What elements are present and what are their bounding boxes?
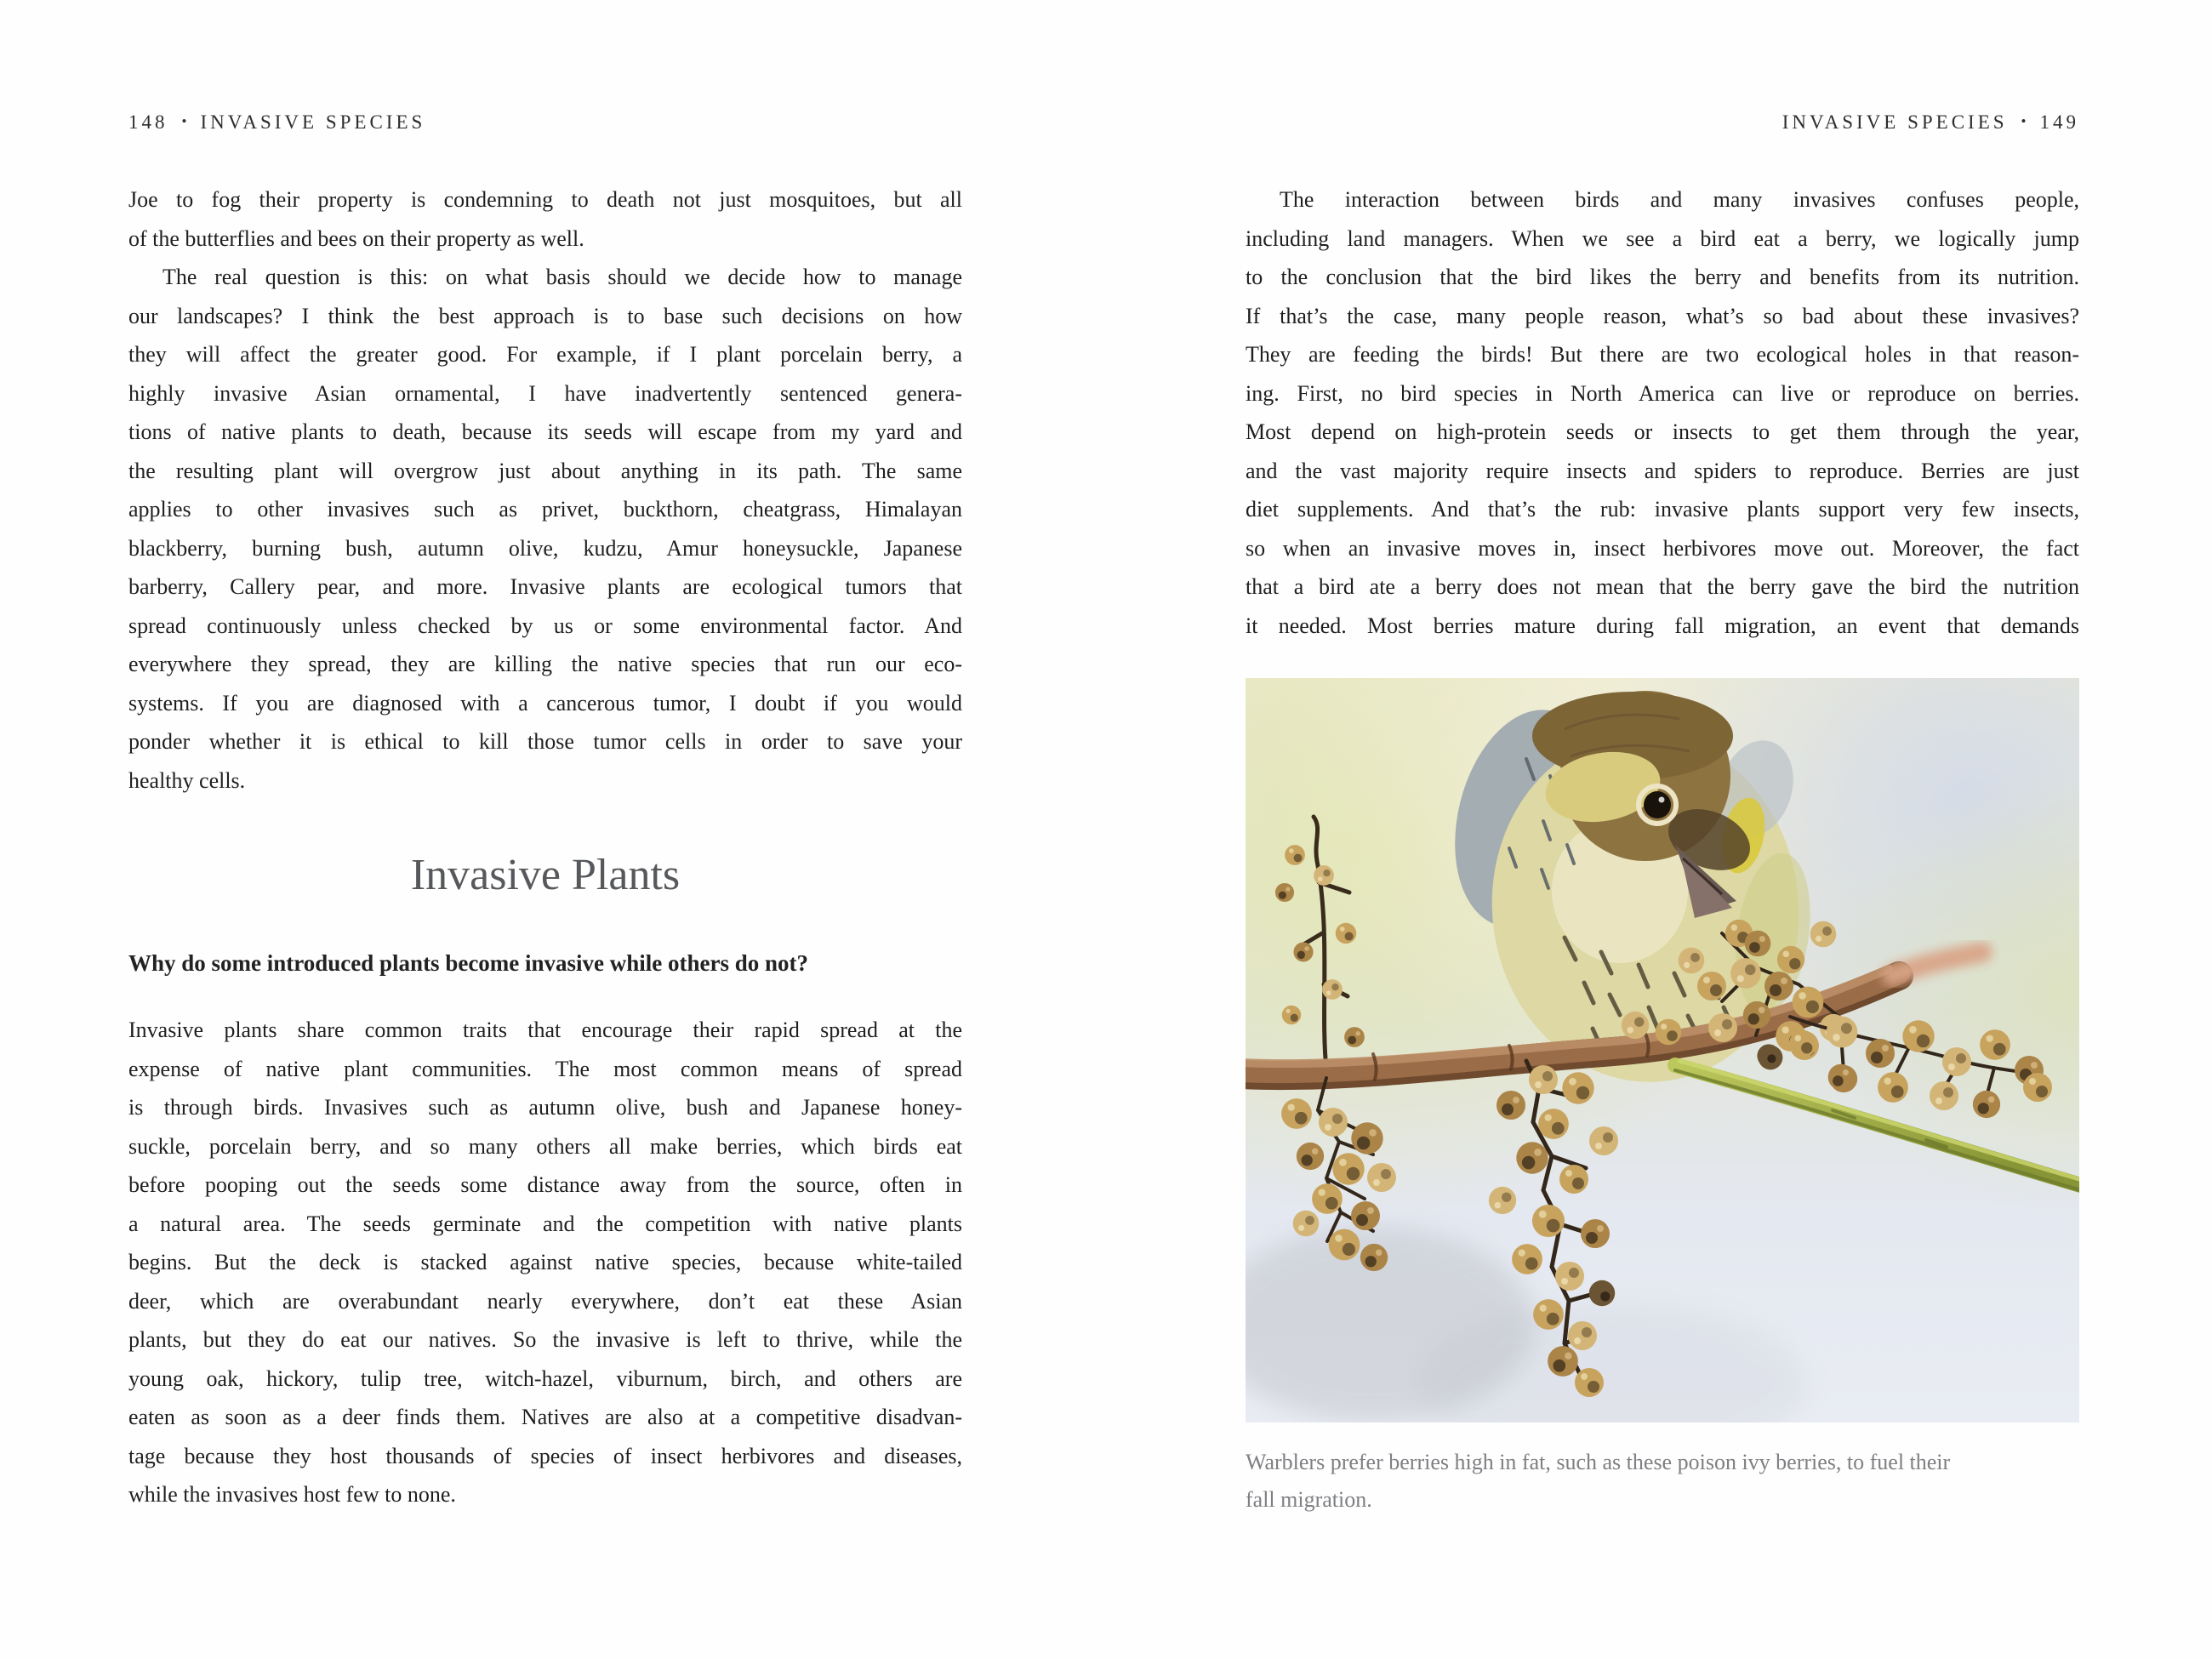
body-paragraphs — [128, 1011, 962, 1514]
text-line: of the butterflies and bees on their property as well. — [128, 225, 584, 251]
text-line: The interaction between birds and many invasives confuses people, — [1280, 187, 2079, 212]
text-line: tage because they host thousands of species of insect herbivores and diseases, — [128, 1443, 962, 1468]
text-line: including land managers. When we see a bird eat a berry, we logically jump — [1246, 225, 2079, 251]
page-number-right: 149 — [2039, 111, 2079, 133]
section-heading: Invasive Plants — [410, 851, 681, 899]
text-line: Most depend on high-protein seeds or insects to get them through the year, — [1246, 419, 2079, 444]
text-line: and the vast majority require insects and spiders to reproduce. Berries are just — [1246, 458, 2079, 483]
text-line: suckle, porcelain berry, and so many others all make berries, which birds eat — [128, 1133, 962, 1159]
paragraph — [128, 180, 962, 258]
text-line: healthy cells. — [128, 767, 246, 793]
text-line: the resulting plant will overgrow just about anything in its path. The same — [128, 458, 962, 483]
body-paragraphs — [1246, 180, 2079, 645]
text-line: a natural area. The seeds germinate and the competition with native plants — [128, 1211, 962, 1236]
body-paragraphs — [128, 180, 962, 800]
left-text-column — [128, 180, 962, 1514]
text-line: ing. First, no bird species in North America can live or reproduce on berries. — [1246, 380, 2079, 406]
running-title-right: INVASIVE SPECIES — [1782, 111, 2008, 133]
text-line: systems. If you are diagnosed with a cancerous tumor, I doubt if you would — [128, 690, 962, 715]
text-line: begins. But the deck is stacked against native species, because white-tailed — [128, 1250, 962, 1274]
text-line: they will affect the greater good. For example, if I plant porcelain berry, a — [128, 342, 962, 367]
separator-bullet: • — [181, 113, 187, 129]
text-line: diet supplements. And that’s the rub: invasive plants support very few insects, — [1246, 497, 2079, 522]
text-line: everywhere they spread, they are killing the native species that run our eco- — [128, 652, 962, 676]
text-line: If that’s the case, many people reason, what’s so bad about these invasives? — [1246, 303, 2079, 328]
text-line: young oak, hickory, tulip tree, witch-hazel, viburnum, birch, and others are — [128, 1365, 962, 1391]
text-line: deer, which are overabundant nearly everywhere, don’t eat these Asian — [128, 1288, 962, 1314]
text-line: barberry, Callery pear, and more. Invasive plants are ecological tumors that — [128, 574, 962, 599]
text-line: eaten as soon as a deer finds them. Natives are also at a competitive disadvan- — [128, 1405, 962, 1429]
caption-line: fall migration. — [1246, 1487, 1372, 1512]
text-line: blackberry, burning bush, autumn olive, kudzu, Amur honeysuckle, Japanese — [128, 535, 962, 561]
right-text-column — [1246, 180, 2079, 645]
chapter-question: Why do some introduced plants become invasive while others do not? — [128, 950, 809, 976]
caption-line: Warblers prefer berries high in fat, such as these poison ivy berries, to fuel their — [1246, 1450, 1951, 1474]
running-head-left — [128, 111, 425, 134]
photo-caption — [1246, 1444, 2079, 1519]
text-line: while the invasives host few to none. — [128, 1482, 456, 1507]
text-line: plants, but they do eat our natives. So the invasive is left to thrive, while the — [128, 1327, 962, 1352]
text-line: applies to other invasives such as privet, buckthorn, cheatgrass, Himalayan — [128, 497, 962, 522]
text-line: spread continuously unless checked by us or some environmental factor. And — [128, 613, 962, 638]
paragraph — [128, 258, 962, 800]
text-line: Joe to fog their property is condemning to death not just mosquitoes, but all — [128, 187, 962, 212]
text-line: before pooping out the seeds some distance away from the source, often in — [128, 1172, 962, 1197]
text-line: so when an invasive moves in, insect herbivores move out. Moreover, the fact — [1246, 535, 2079, 561]
running-head-right — [1246, 111, 2079, 134]
text-line: expense of native plant communities. The most common means of spread — [128, 1056, 962, 1081]
warbler-photo — [1246, 678, 2079, 1422]
text-line: ponder whether it is ethical to kill those tumor cells in order to save your — [128, 729, 962, 754]
text-line: tions of native plants to death, because its seeds will escape from my yard and — [128, 419, 962, 444]
text-line: that a bird ate a berry does not mean that the berry gave the bird the nutrition — [1246, 574, 2079, 599]
separator-bullet: • — [2021, 113, 2027, 129]
text-line: it needed. Most berries mature during fall migration, an event that demands — [1246, 613, 2079, 638]
text-line: The real question is this: on what basis should we decide how to manage — [162, 265, 962, 289]
text-line: to the conclusion that the bird likes the berry and benefits from its nutrition. — [1246, 265, 2079, 289]
text-line: Invasive plants share common traits that encourage their rapid spread at the — [128, 1018, 962, 1042]
warbler-photo-illustration — [1246, 678, 2079, 1422]
text-line: our landscapes? I think the best approach is to base such decisions on how — [128, 303, 962, 328]
paragraph — [1246, 180, 2079, 645]
running-title-left: INVASIVE SPECIES — [200, 111, 426, 133]
text-line: highly invasive Asian ornamental, I have inadvertently sentenced genera- — [128, 380, 962, 406]
text-line: They are feeding the birds! But there are two ecological holes in that reason- — [1246, 342, 2079, 367]
paragraph — [128, 1011, 962, 1514]
text-line: is through birds. Invasives such as autumn olive, bush and Japanese honey- — [128, 1095, 962, 1120]
page-number-left: 148 — [128, 111, 168, 133]
